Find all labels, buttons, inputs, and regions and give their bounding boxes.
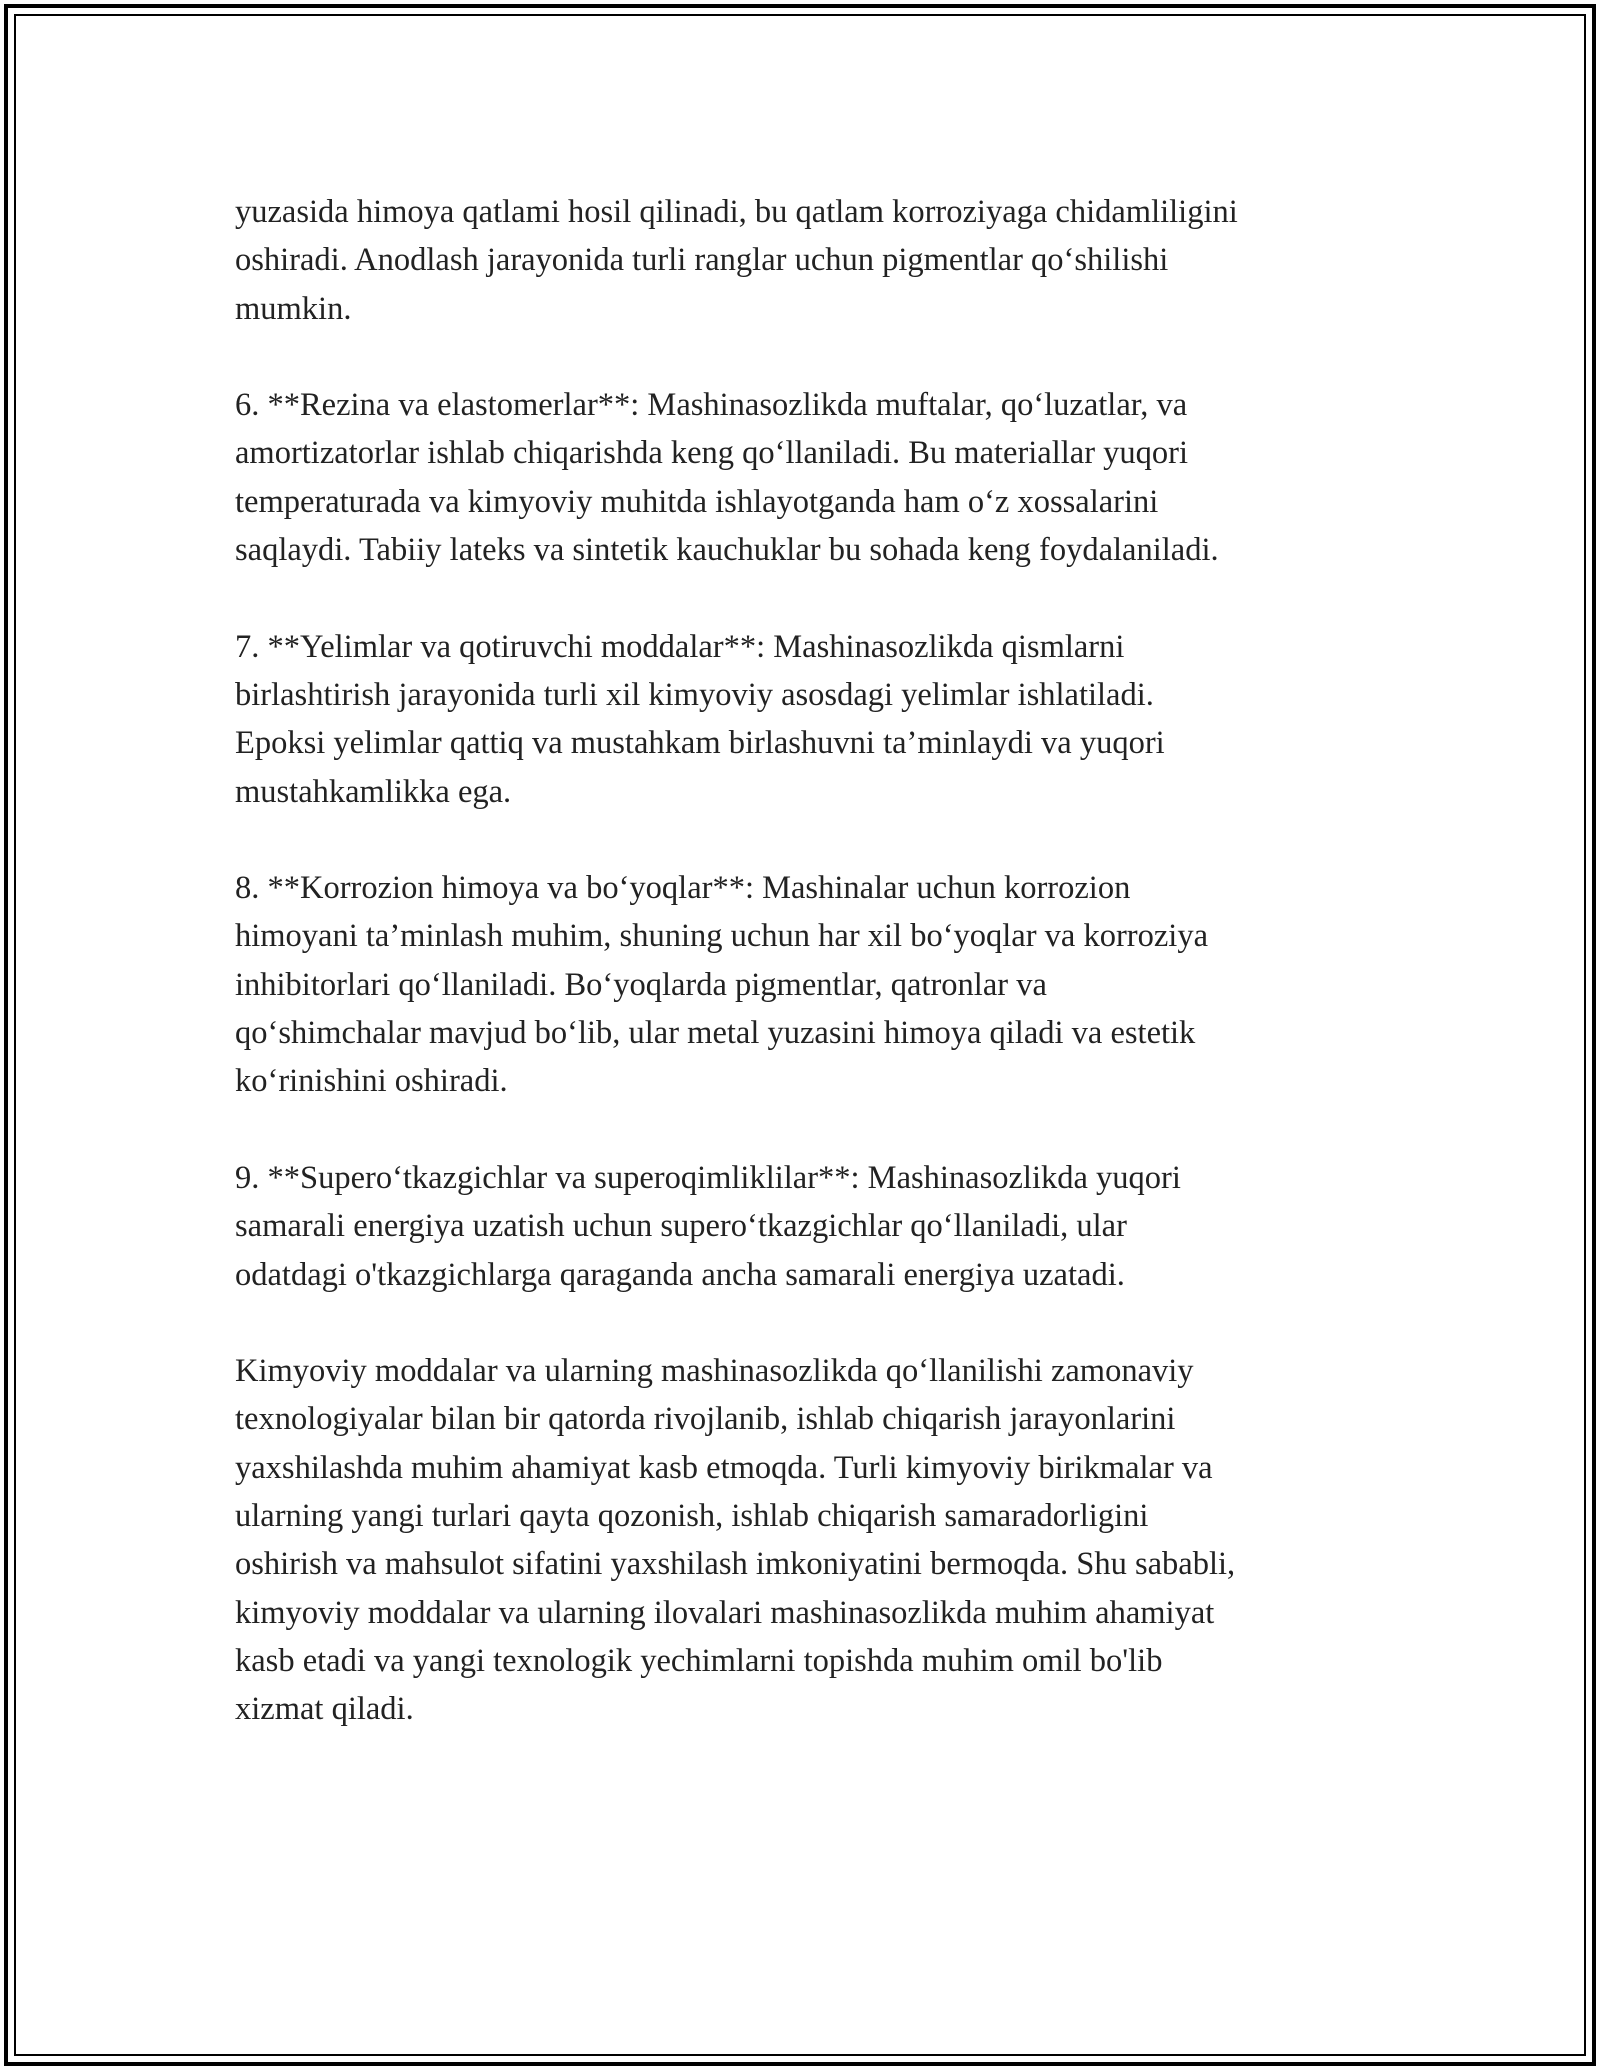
paragraph-item-7: 7. **Yelimlar va qotiruvchi moddalar**: Mashinasozlikda qismlarni birlashtirish jarayonida turli xil kimyoviy asosdagi yelimlar ishlatiladi. Epoksi yelimlar qattiq va mustahkam birlashuvni ta’minlaydi va yuqori mustahkamlikka ega. [235, 628, 1165, 810]
document-body [235, 188, 1385, 1734]
paragraph-item-6: 6. **Rezina va elastomerlar**: Mashinasozlikda muftalar, qo‘luzatlar, va amortizatorlar ishlab chiqarishda keng qo‘llaniladi. Bu materiallar yuqori temperaturada va kimyoviy muhitda ishlayotganda ham o‘z xossalarini saqlaydi. Tabiiy lateks va sintetik kauchuklar bu sohada keng foydalaniladi. [235, 387, 1219, 569]
paragraph-item-9: 9. **Supero‘tkazgichlar va superoqimliklilar**: Mashinasozlikda yuqori samarali energiya uzatish uchun supero‘tkazgichlar qo‘llaniladi, ular odatdagi o'tkazgichlarga qaraganda ancha samarali energiya uzatadi. [235, 1159, 1181, 1293]
paragraph-conclusion: Kimyoviy moddalar va ularning mashinasozlikda qo‘llanilishi zamonaviy texnologiyalar bilan bir qatorda rivojlanib, ishlab chiqarish jarayonlarini yaxshilashda muhim ahamiyat kasb etmoqda. Turli kimyoviy birikmalar va ularning yangi turlari qayta qozonish, ishlab chiqarish samaradorligini oshirish va mahsulot sifatini yaxshilash imkoniyatini bermoqda. Shu sababli, kimyoviy moddalar va ularning ilovalari mashinasozlikda muhim ahamiyat kasb etadi va yangi texnologik yechimlarni topishda muhim omil bo'lib xizmat qiladi. [235, 1353, 1236, 1728]
paragraph-intro-continuation: yuzasida himoya qatlami hosil qilinadi, bu qatlam korroziyaga chidamliligini oshiradi. Anodlash jarayonida turli ranglar uchun pigmentlar qo‘shilishi mumkin. [235, 194, 1238, 327]
paragraph-item-8: 8. **Korrozion himoya va bo‘yoqlar**: Mashinalar uchun korrozion himoyani ta’minlash muhim, shuning uchun har xil bo‘yoqlar va korroziya inhibitorlari qo‘llaniladi. Bo‘yoqlarda pigmentlar, qatronlar va qo‘shimchalar mavjud bo‘lib, ular metal yuzasini himoya qiladi va estetik ko‘rinishini oshiradi. [235, 870, 1209, 1100]
